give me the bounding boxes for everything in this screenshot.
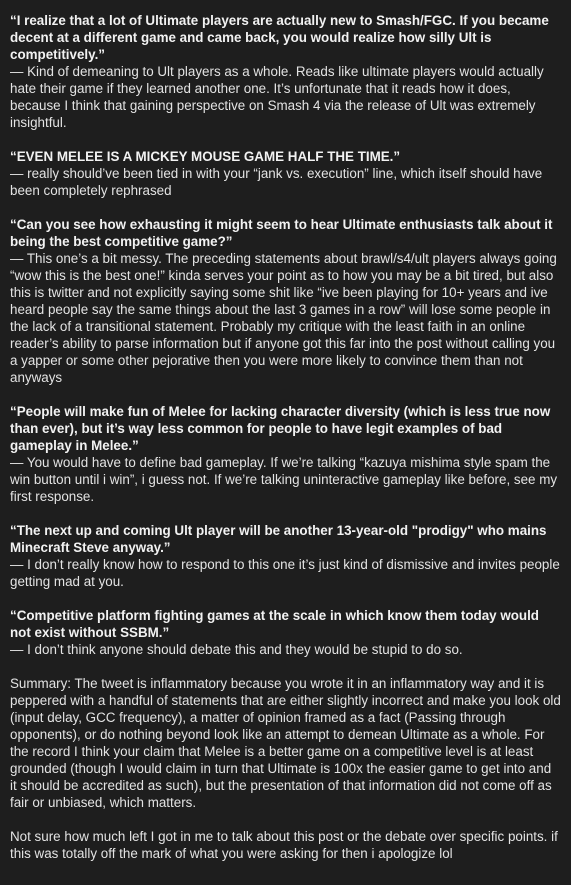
quoted-statement: “Can you see how exhausting it might seem to hear Ultimate enthusiasts talk about it being the best competitive game?” <box>10 217 553 249</box>
response-block-6 <box>10 607 561 658</box>
response-block-5 <box>10 522 561 590</box>
summary-text: Summary: The tweet is inflammatory because you wrote it in an inflammatory way and it is peppered with a handful of statements that are either slightly incorrect and make you look old (input delay, GCC frequency), a matter of opinion framed as a fact (Passing through opponents), or do nothing beyond look like an attempt to demean Ultimate as a whole. For the record I think your claim that Melee is a better game on a competitive level is at least grounded (though I would claim in turn that Ultimate is 100x the easier game to get into and it should be accredited as such), but the presentation of that information did not come off as fair or unbiased, which matters. <box>10 676 561 810</box>
response-text: — This one’s a bit messy. The preceding statements about brawl/s4/ult players always going “wow this is the best one!” kinda serves your point as to how you may be a bit tired, but also this is twitter and not explicitly saying some shit like “ive been playing for 10+ years and ive heard people say the same things about the last 3 games in a row” will lose some people in the lack of a transitional statement. Probably my critique with the least faith in an online reader’s ability to parse information but if anyone got this far into the post without calling you a yapper or some other pejorative then you were more likely to convince them than not anyways <box>10 251 557 385</box>
quoted-statement: “EVEN MELEE IS A MICKEY MOUSE GAME HALF THE TIME.” <box>10 149 401 164</box>
response-block-2 <box>10 148 561 199</box>
quoted-statement: “I realize that a lot of Ultimate players are actually new to Smash/FGC. If you became decent at a different game and came back, you would realize how silly Ult is competitively.” <box>10 13 549 62</box>
summary-paragraph <box>10 675 561 811</box>
response-text: — I don’t really know how to respond to this one it’s just kind of dismissive and invites people getting mad at you. <box>10 557 560 589</box>
response-text: — You would have to define bad gameplay. If we’re talking “kazuya mishima style spam the win button until i win”, i guess not. If we’re talking uninteractive gameplay like before, see my first response. <box>10 455 558 504</box>
response-text: — really should’ve been tied in with your “jank vs. execution” line, which itself should have been completely rephrased <box>10 166 543 198</box>
quoted-statement: “People will make fun of Melee for lacking character diversity (which is less true now than ever), but it’s way less common for people to have legit examples of bad gameplay in Melee.” <box>10 404 551 453</box>
quoted-statement: “The next up and coming Ult player will be another 13-year-old "prodigy" who mains Minecraft Steve anyway.” <box>10 523 547 555</box>
quoted-statement: “Competitive platform fighting games at the scale in which know them today would not exist without SSBM.” <box>10 608 539 640</box>
closing-text: Not sure how much left I got in me to talk about this post or the debate over specific points. if this was totally off the mark of what you were asking for then i apologize lol <box>10 829 558 861</box>
response-text: — Kind of demeaning to Ult players as a whole. Reads like ultimate players would actually hate their game if they learned another one. It’s unfortunate that it reads how it does, because I think that gaining perspective on Smash 4 via the release of Ult was extremely insightful. <box>10 64 544 130</box>
response-block-3 <box>10 216 561 386</box>
response-text: — I don’t think anyone should debate this and they would be stupid to do so. <box>10 642 463 657</box>
response-block-1 <box>10 12 561 131</box>
closing-paragraph <box>10 828 561 862</box>
response-block-4 <box>10 403 561 505</box>
